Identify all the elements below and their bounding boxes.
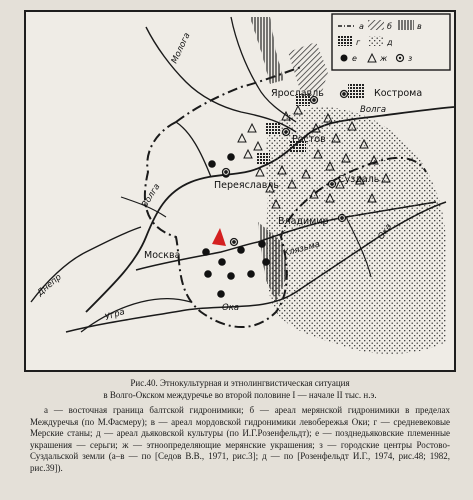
legend-label-d: д <box>387 38 393 47</box>
caption-title-line-2: в Волго-Окском междуречье во второй половине I — начале II тыс. н.э. <box>103 389 377 400</box>
legend-label-v: в <box>417 22 422 31</box>
river-ugra <box>81 299 191 332</box>
river-label-dnepr: Днепр <box>35 272 64 299</box>
city-label-moskva: Москва <box>144 250 181 261</box>
red-marker-icon <box>212 228 226 246</box>
city-label-rostov: Ростов <box>292 134 326 145</box>
map-frame <box>24 10 456 372</box>
legend-label-a: а <box>359 22 364 31</box>
area-hatched-northeast <box>288 42 328 92</box>
map <box>26 12 454 370</box>
figure-caption <box>30 378 450 474</box>
river-label-ugra: Угра <box>103 307 127 323</box>
city-label-vladimir: Владимир <box>278 216 329 227</box>
river-label-klyazma: Клязьма <box>282 239 322 259</box>
city-label-pereslavl: Переяславль <box>214 180 279 191</box>
merya-camp-pereslavl <box>256 152 270 164</box>
city-label-yaroslavl: Ярославль <box>271 88 324 99</box>
caption-description: а — восточная граница балтской гидронимики; б — ареал мерянской гидронимики в пределах Междуречья (по М.Фасмеру); в — ареал мордовской гидронимики левобережья Оки; г — средневековые Мерские станы; д — ареал дьяковской культуры (по И.Г.Розенфельдт); е — позднедьяковские племенные украшения — серьги; ж — этноопределяющие мерянские украшения; з — городские центры Ростово-Суздальской земли (а–в — по [Седов В.В., 1971, рис.3]; д — по [Розенфельдт И.Г., 1974, рис.48; 1982, рис.39]). <box>30 405 450 473</box>
legend <box>332 14 450 70</box>
merya-camp-kostroma <box>348 84 364 98</box>
river-label-mologa: Молога <box>169 31 193 66</box>
merya-camp-rostov <box>266 122 280 134</box>
caption-title-line-1: Рис.40. Этнокультурная и этнолингвистическая ситуация <box>130 378 350 388</box>
legend-label-e: е <box>352 54 357 63</box>
river-volga-upper <box>176 122 211 177</box>
city-label-suzdal: Суздаль <box>338 174 380 185</box>
city-label-kostroma: Кострома <box>374 88 423 99</box>
river-label-volga-west: Волга <box>140 182 163 210</box>
legend-label-g: г <box>356 38 361 47</box>
legend-label-z: з <box>408 54 413 63</box>
area-hatched-north <box>250 17 284 84</box>
legend-label-zh: ж <box>380 54 388 63</box>
river-label-oka-east: Ока <box>376 222 395 242</box>
river-label-volga-east: Волга <box>360 105 387 115</box>
river-label-oka-south: Ока <box>222 303 240 313</box>
legend-label-b: б <box>387 22 392 31</box>
